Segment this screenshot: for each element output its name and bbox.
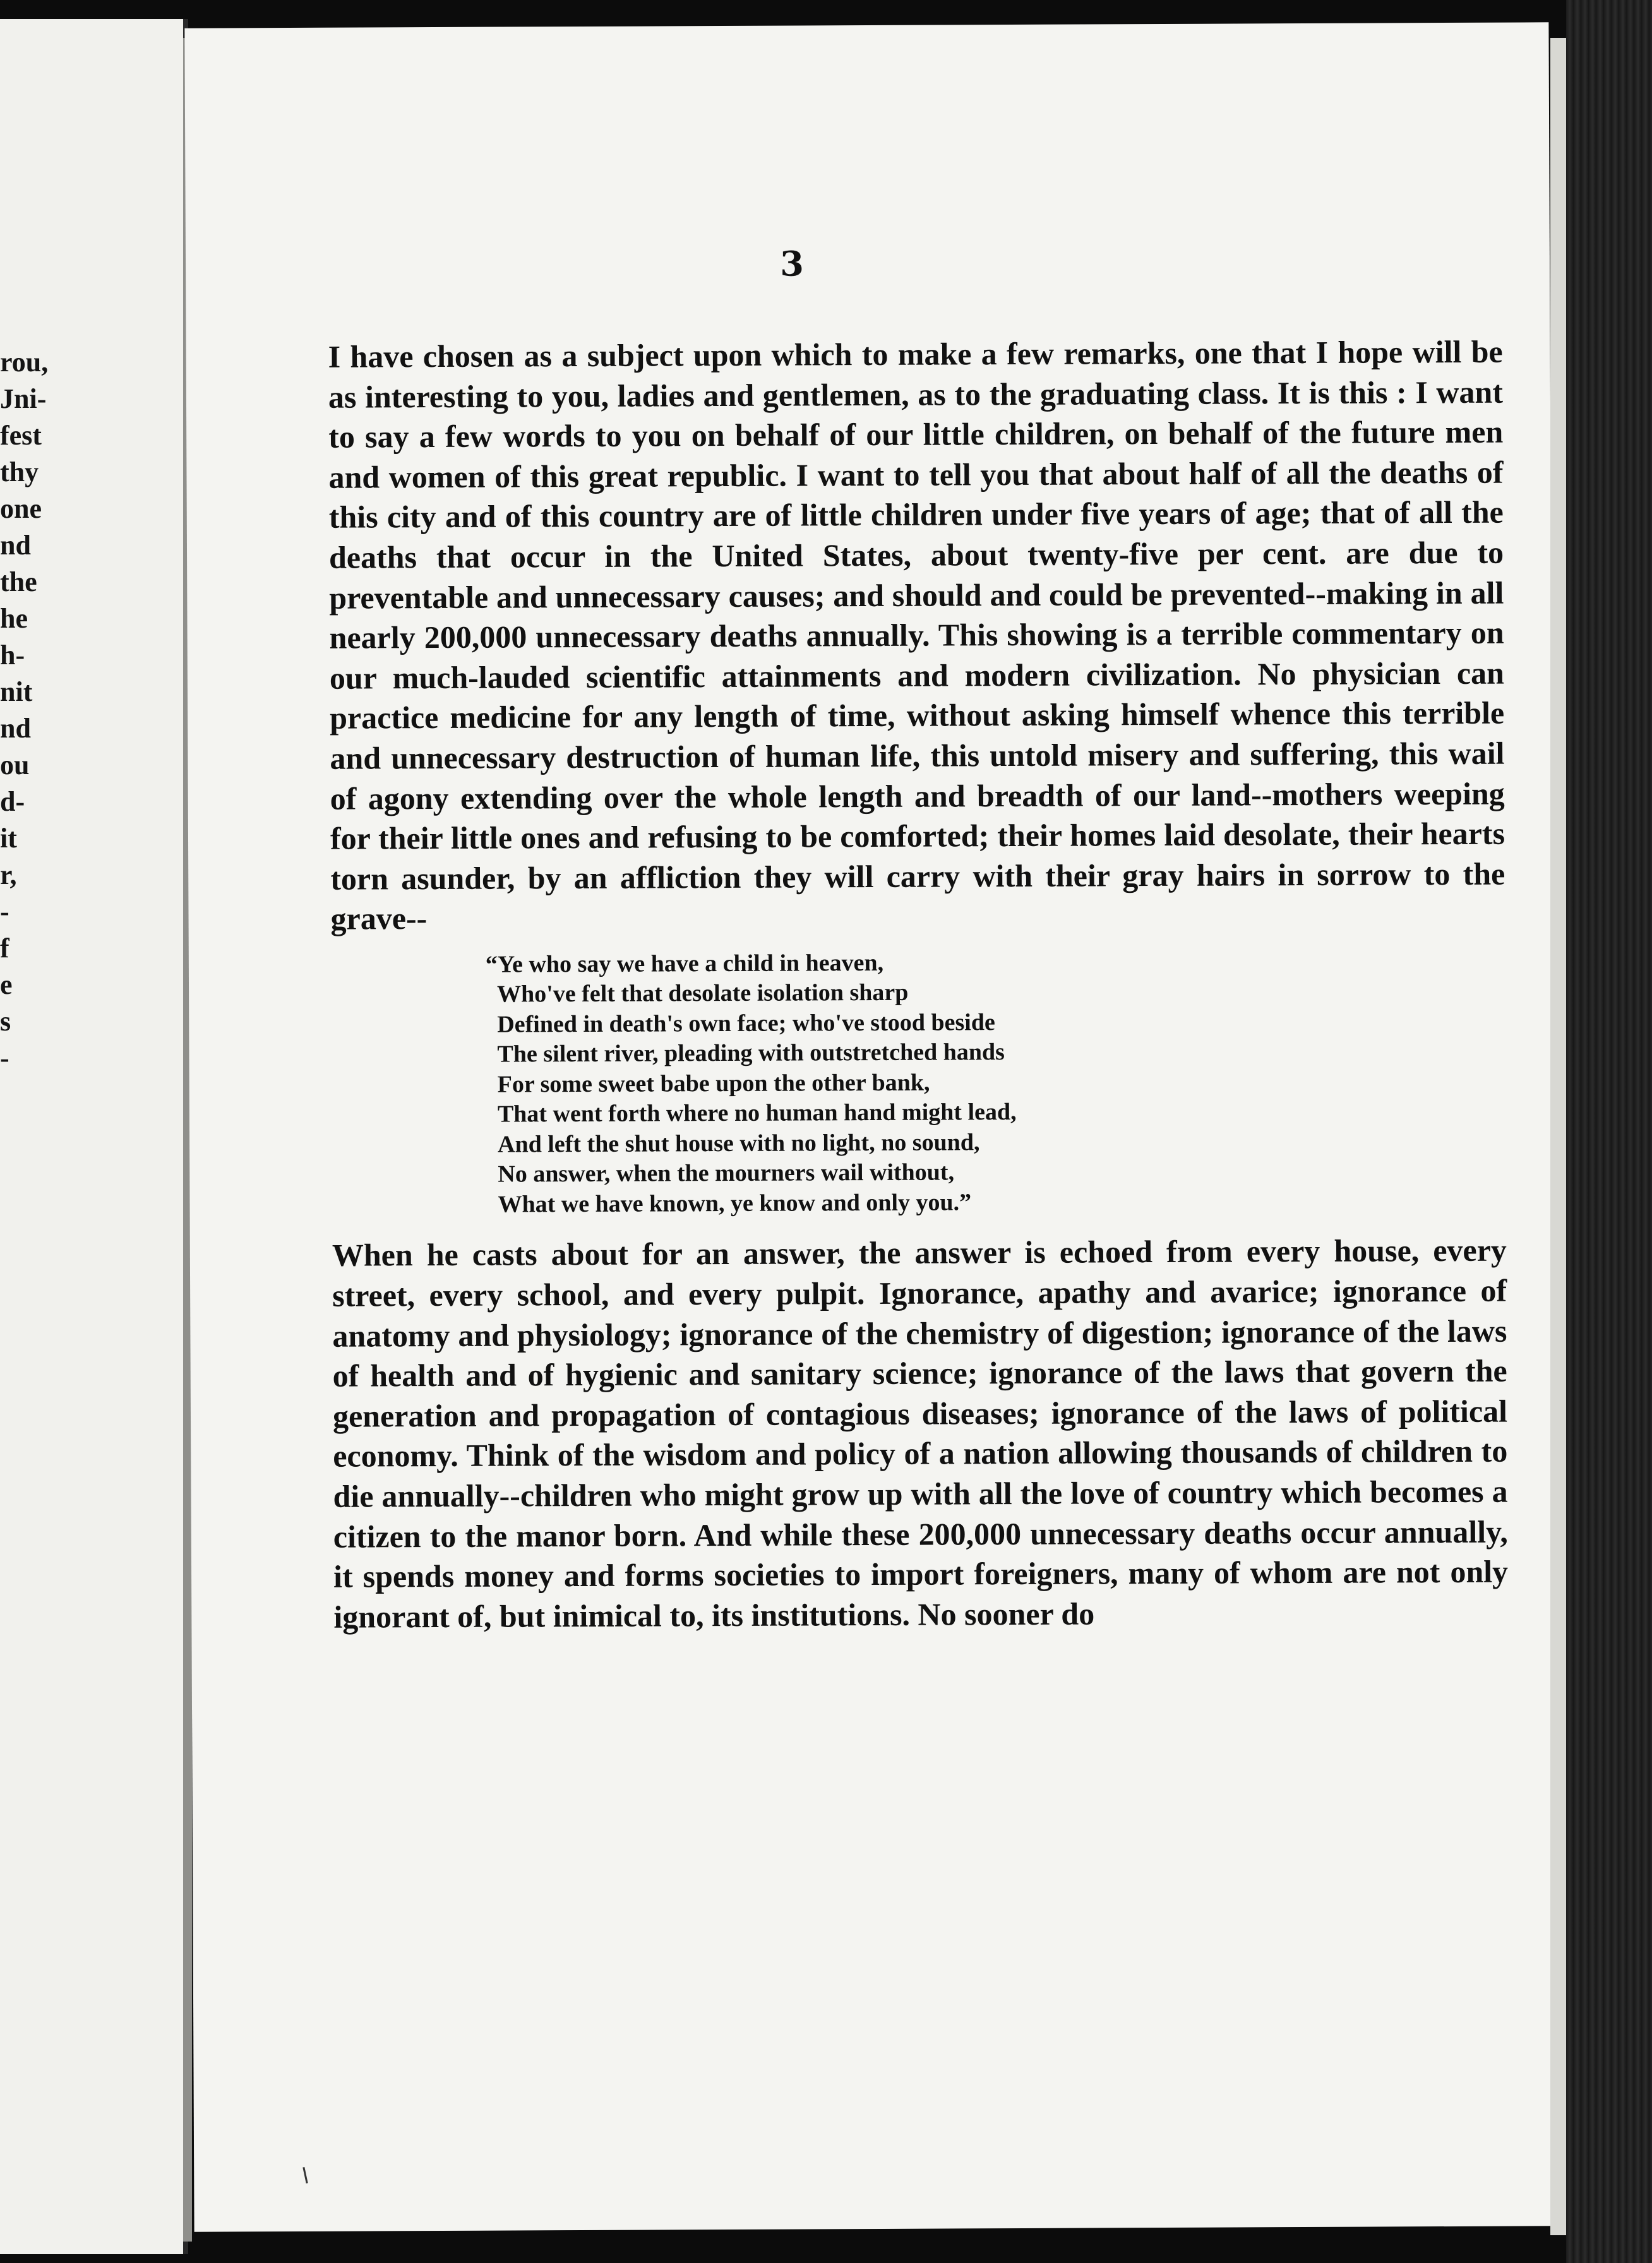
poem-line: Who've felt that desolate isolation sharp	[496, 979, 909, 1008]
fragment-line: Jni-	[0, 383, 47, 414]
poem-line: Defined in death's own face; who've stood beside	[497, 1009, 995, 1038]
poem-line: That went forth where no human hand might lead,	[497, 1099, 1017, 1128]
fragment-line: rou,	[0, 347, 49, 378]
scan-background	[1566, 0, 1652, 2263]
facing-page	[0, 19, 188, 2254]
fragment-line: d-	[0, 786, 25, 817]
fragment-line: ou	[0, 749, 30, 780]
fragment-line: nd	[0, 530, 31, 561]
poem-line: “Ye who say we have a child in heaven,	[485, 949, 884, 978]
fragment-line: h-	[0, 640, 25, 671]
facing-page-text-fragments	[0, 344, 76, 1077]
fragment-line: nit	[0, 676, 33, 707]
fragment-line: -	[0, 896, 9, 927]
poem-line: The silent river, pleading with outstretched hands	[497, 1039, 1005, 1068]
main-page	[184, 22, 1558, 2231]
fragment-line: r,	[0, 859, 17, 890]
fragment-line: it	[0, 823, 17, 854]
fragment-line: one	[0, 493, 42, 524]
fragment-line: e	[0, 969, 13, 1000]
page-number: 3	[780, 243, 804, 284]
poem-line: And left the shut house with no light, no sound,	[498, 1129, 980, 1158]
paragraph-answer: When he casts about for an answer, the answer is echoed from every house, every street, every school, and every pulpit. Ignorance, apathy and avarice; ignorance of anatomy and physiology; ignorance of the chemistry of digestion; ignorance of the laws of health and of hygienic and sanitary science; ignorance of the laws that govern the generation and propagation of contagious diseases; ignorance of the laws of political economy. Think of the wisdom and policy of a nation allowing thousands of children to die annually--children who might grow up with all the love of country which becomes a citizen to the manor born. And while these 200,000 unnecessary deaths occur annually, it spends money and forms societies to import foreigners, many of whom are not only ignorant of, but inimical to, its institutions. No sooner do	[332, 1233, 1509, 1635]
poem-line: For some sweet babe upon the other bank,	[497, 1069, 930, 1098]
fragment-line: f	[0, 933, 9, 964]
poem-line: What we have known, ye know and only you.”	[498, 1189, 972, 1218]
fragment-line: the	[0, 566, 37, 597]
body-text	[328, 332, 1509, 1637]
fragment-line: he	[0, 603, 28, 634]
fragment-line: -	[0, 1042, 9, 1073]
paragraph-opening: I have chosen as a subject upon which to make a few remarks, one that I hope will be as interesting to you, ladies and gentlemen, as to the graduating class. It is this : I want to say a few words to you on behalf of our little children, on behalf of the future men and women of this great republic. I want to tell you that about half of all the deaths of this city and of this country are of little children under five years of age; that of all the deaths that occur in the United States, about twenty-five per cent. are due to preventable and unnecessary causes; and should and could be prevented--making in all nearly 200,000 unnecessary deaths annually. This showing is a terrible commentary on our much-lauded scientific attainments and modern civilization. No physician can practice medicine for any length of time, without asking himself whence this terrible and unnecessary destruction of human life, this untold misery and suffering, this wail of agony extending over the whole length and breadth of our land--mothers weeping for their little ones and refusing to be comforted; their homes laid desolate, their hearts torn asunder, by an affliction they will carry with their gray hairs in sorrow to the grave--	[328, 333, 1505, 937]
fragment-line: nd	[0, 713, 31, 744]
poem-quote	[331, 946, 1507, 1221]
poem-line: No answer, when the mourners wail without,	[498, 1159, 955, 1188]
fragment-line: s	[0, 1006, 11, 1037]
fragment-line: thy	[0, 457, 39, 487]
fragment-line: fest	[0, 420, 42, 451]
